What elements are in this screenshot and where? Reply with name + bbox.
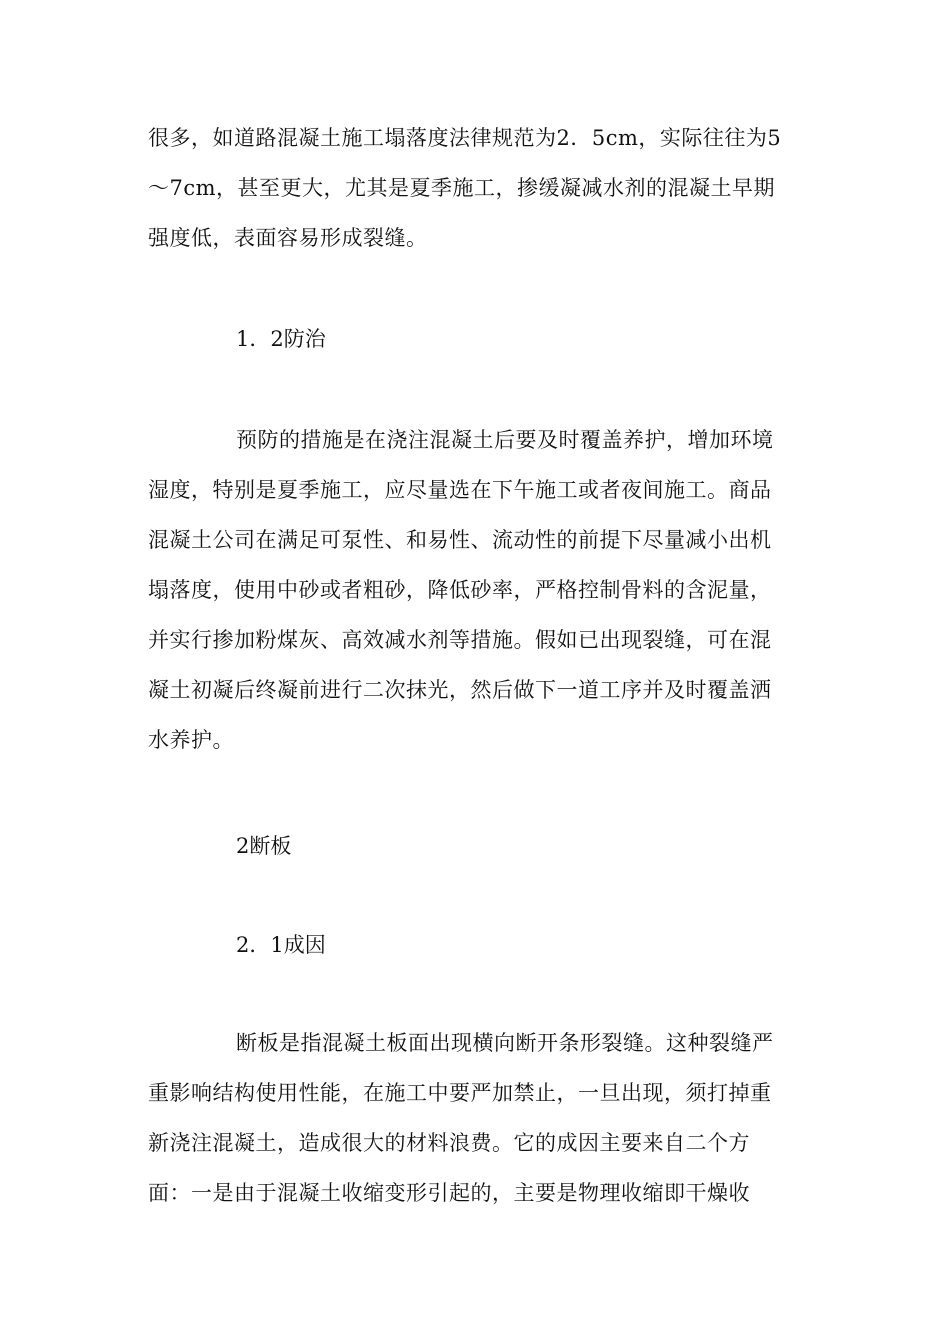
paragraph-1-line-1: 很多，如道路混凝土施工塌落度法律规范为2．5cm，实际往往为5 (148, 126, 782, 150)
paragraph-2 (148, 415, 800, 765)
paragraph-2-line-7: 水养护。 (148, 728, 234, 752)
paragraph-2-line-4: 塌落度，使用中砂或者粗砂，降低砂率，严格控制骨料的含泥量， (148, 578, 772, 602)
section-heading-1-2: 1．2防治 (236, 327, 326, 351)
paragraph-3-line-2: 重影响结构使用性能，在施工中要严加禁止，一旦出现，须打掉重 (148, 1081, 772, 1105)
section-heading-2: 2断板 (236, 834, 292, 858)
paragraph-2-line-5: 并实行掺加粉煤灰、高效减水剂等措施。假如已出现裂缝，可在混 (148, 628, 772, 652)
paragraph-2-line-6: 凝土初凝后终凝前进行二次抹光，然后做下一道工序并及时覆盖洒 (148, 678, 772, 702)
paragraph-3-line-3: 新浇注混凝土，造成很大的材料浪费。它的成因主要来自二个方 (148, 1131, 750, 1155)
paragraph-1-line-2: ～7cm，甚至更大，尤其是夏季施工，掺缓凝减水剂的混凝土早期 (148, 176, 776, 200)
paragraph-3-line-1: 断板是指混凝土板面出现横向断开条形裂缝。这种裂缝严 (236, 1031, 774, 1055)
section-heading-2-1: 2．1成因 (236, 933, 326, 957)
paragraph-2-line-1: 预防的措施是在浇注混凝土后要及时覆盖养护，增加环境 (236, 428, 774, 452)
paragraph-3 (148, 1018, 800, 1218)
paragraph-2-line-3: 混凝土公司在满足可泵性、和易性、流动性的前提下尽量减小出机 (148, 528, 772, 552)
paragraph-3-line-4: 面：一是由于混凝土收缩变形引起的，主要是物理收缩即干燥收 (148, 1181, 750, 1205)
paragraph-1-line-3: 强度低，表面容易形成裂缝。 (148, 226, 428, 250)
paragraph-1 (148, 113, 800, 263)
paragraph-2-line-2: 湿度，特别是夏季施工，应尽量选在下午施工或者夜间施工。商品 (148, 478, 772, 502)
